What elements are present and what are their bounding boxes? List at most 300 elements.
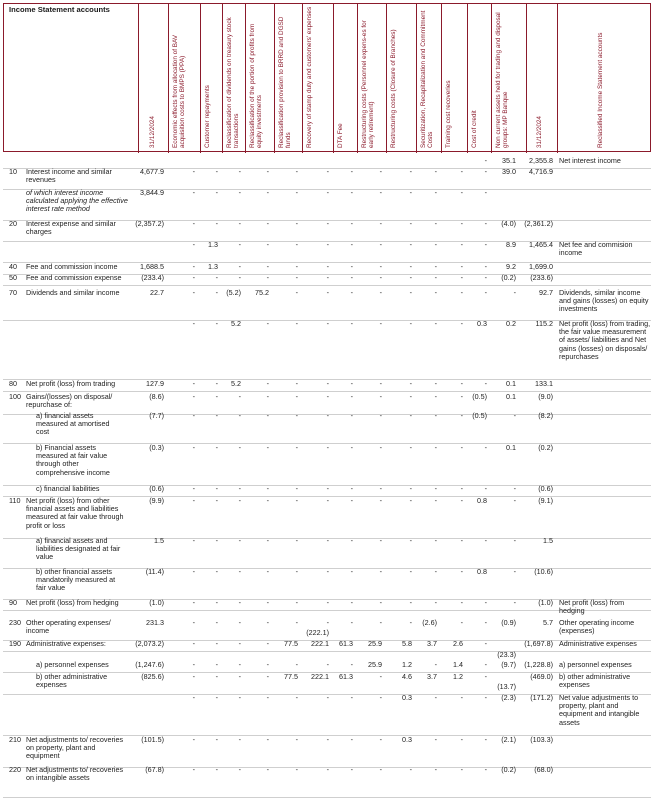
cell-value: - — [409, 411, 412, 420]
cell-value: - — [379, 567, 382, 576]
cell-value: - — [192, 672, 195, 681]
cell-value: - — [434, 411, 437, 420]
cell-value: - — [215, 693, 218, 702]
cell-value: - — [192, 167, 195, 176]
cell-value: - — [409, 262, 412, 271]
cell-value: - — [460, 262, 463, 271]
cell-value: - — [238, 262, 241, 271]
cell-value: - — [484, 598, 487, 607]
cell-value: (68.0) — [534, 765, 553, 774]
cell-value: - — [409, 536, 412, 545]
cell-value: - — [409, 567, 412, 576]
row-separator — [3, 285, 651, 286]
cell-value: - — [379, 672, 382, 681]
header-divider — [168, 4, 169, 153]
cell-value: (7.7) — [149, 411, 164, 420]
cell-value: - — [266, 484, 269, 493]
cell-value: (0.2) — [538, 443, 553, 452]
cell-value: 2.6 — [453, 639, 463, 648]
cell-value: - — [215, 639, 218, 648]
cell-value: - — [484, 618, 487, 627]
cell-value: - — [215, 188, 218, 197]
cell-value: 222.1 — [311, 672, 329, 681]
column-header — [170, 5, 196, 148]
cell-value: - — [215, 411, 218, 420]
cell-value: - — [409, 240, 412, 249]
cell-value: - — [326, 618, 329, 627]
reclassified-account: Other operating income (expenses) — [559, 618, 635, 636]
cell-value: - — [460, 567, 463, 576]
cell-value: - — [215, 672, 218, 681]
cell-value: (67.8) — [145, 765, 164, 774]
cell-value: - — [513, 598, 516, 607]
cell-value: - — [460, 618, 463, 627]
cell-value: - — [379, 392, 382, 401]
cell-value: - — [379, 496, 382, 505]
cell-value: - — [379, 167, 382, 176]
cell-value: 4,677.9 — [140, 167, 164, 176]
column-header — [335, 5, 361, 148]
column-header-label: Reclassified Income Statement accounts — [597, 32, 604, 148]
cell-value: - — [350, 379, 353, 388]
cell-value: 1,465.4 — [529, 240, 553, 249]
cell-value: - — [295, 411, 298, 420]
header-divider — [138, 4, 139, 153]
cell-value: - — [434, 240, 437, 249]
cell-value: - — [484, 219, 487, 228]
cell-value: (0.6) — [149, 484, 164, 493]
cell-value: - — [238, 660, 241, 669]
cell-value: 127.9 — [146, 379, 164, 388]
cell-value: - — [238, 484, 241, 493]
cell-value: - — [326, 240, 329, 249]
cell-value: 5.2 — [231, 319, 241, 328]
cell-value: (825.6) — [141, 672, 164, 681]
cell-value: - — [460, 598, 463, 607]
column-header — [595, 5, 635, 148]
cell-value: - — [379, 411, 382, 420]
row-code: 100 — [9, 392, 21, 401]
table-title: Income Statement accounts — [9, 5, 110, 14]
cell-value: - — [295, 379, 298, 388]
cell-value: - — [192, 319, 195, 328]
cell-value: - — [326, 188, 329, 197]
cell-value: (171.2) — [530, 693, 553, 702]
cell-value: - — [513, 567, 516, 576]
row-label: Gains/(losses) on disposal/ repurchase of: — [26, 392, 113, 410]
column-header — [388, 5, 414, 148]
cell-value: - — [192, 693, 195, 702]
cell-value: - — [379, 379, 382, 388]
cell-value: - — [238, 598, 241, 607]
cell-value: - — [460, 411, 463, 420]
cell-value: - — [460, 443, 463, 452]
cell-value: - — [379, 273, 382, 282]
cell-value: (233.4) — [141, 273, 164, 282]
column-header-label: Customer repayments — [204, 85, 211, 148]
cell-value: - — [192, 735, 195, 744]
cell-value: - — [484, 188, 487, 197]
cell-value: - — [326, 219, 329, 228]
cell-value: - — [238, 672, 241, 681]
column-header — [493, 5, 519, 148]
row-code: 220 — [9, 765, 21, 774]
cell-value: - — [460, 288, 463, 297]
cell-value: - — [460, 536, 463, 545]
cell-value: - — [326, 167, 329, 176]
cell-value: - — [434, 262, 437, 271]
cell-value: - — [379, 240, 382, 249]
cell-value: - — [409, 167, 412, 176]
cell-value: - — [460, 484, 463, 493]
cell-value: (1,228.8) — [524, 660, 553, 669]
cell-value: - — [266, 618, 269, 627]
cell-value: 9.2 — [506, 262, 516, 271]
header-divider — [526, 4, 527, 153]
cell-value: (9.7) — [501, 660, 516, 669]
cell-value: - — [513, 536, 516, 545]
row-label: a) financial assets and liabilities designated at fair value — [36, 536, 121, 562]
cell-value: - — [409, 765, 412, 774]
cell-value: (1.0) — [538, 598, 553, 607]
cell-value: - — [266, 536, 269, 545]
reclassified-account: a) personnel expenses — [559, 660, 632, 669]
column-header-label: Reclassification of the portion of profits from equity investments — [249, 23, 264, 148]
row-code: 110 — [9, 496, 21, 505]
cell-value: - — [460, 693, 463, 702]
cell-value: - — [192, 219, 195, 228]
cell-value: - — [484, 273, 487, 282]
row-label: a) personnel expenses — [36, 660, 109, 669]
cell-value: - — [409, 618, 412, 627]
cell-value: - — [238, 240, 241, 249]
cell-value: - — [326, 262, 329, 271]
cell-value: - — [484, 443, 487, 452]
cell-value: (8.2) — [538, 411, 553, 420]
cell-value: - — [326, 496, 329, 505]
cell-value: - — [192, 273, 195, 282]
cell-value: (23.3) — [497, 650, 516, 659]
cell-value: - — [434, 219, 437, 228]
cell-value: - — [266, 693, 269, 702]
cell-value: - — [192, 598, 195, 607]
cell-value: - — [484, 672, 487, 681]
cell-value: - — [484, 660, 487, 669]
cell-value: 92.7 — [539, 288, 553, 297]
row-code: 10 — [9, 167, 17, 176]
row-label: a) financial assets measured at amortised cost — [36, 411, 110, 437]
cell-value: (0.6) — [538, 484, 553, 493]
cell-value: - — [295, 765, 298, 774]
cell-value: - — [513, 484, 516, 493]
cell-value: - — [192, 262, 195, 271]
cell-value: - — [460, 319, 463, 328]
cell-value: - — [192, 536, 195, 545]
cell-value: - — [295, 188, 298, 197]
cell-value: - — [513, 288, 516, 297]
cell-value: (2,073.2) — [135, 639, 164, 648]
cell-value: - — [350, 167, 353, 176]
cell-value: - — [266, 735, 269, 744]
cell-value: - — [350, 319, 353, 328]
cell-value: - — [326, 379, 329, 388]
cell-value: 0.1 — [506, 392, 516, 401]
cell-value: - — [379, 536, 382, 545]
column-header — [304, 5, 330, 148]
cell-value: - — [379, 735, 382, 744]
cell-value: 1.4 — [453, 660, 463, 669]
cell-value: (0.2) — [501, 273, 516, 282]
cell-value: - — [434, 567, 437, 576]
cell-value: - — [266, 188, 269, 197]
cell-value: (2,357.2) — [135, 219, 164, 228]
cell-value: - — [238, 693, 241, 702]
cell-value: - — [266, 672, 269, 681]
row-code: 90 — [9, 598, 17, 607]
column-header-label: Recovery of stamp duty and customers' expenses — [306, 6, 313, 148]
cell-value: 3,844.9 — [140, 188, 164, 197]
row-code: 50 — [9, 273, 17, 282]
cell-value: (1,697.8) — [524, 639, 553, 648]
cell-value: (0.5) — [472, 411, 487, 420]
cell-value: 1,688.5 — [140, 262, 164, 271]
cell-value: - — [192, 496, 195, 505]
cell-value: - — [238, 536, 241, 545]
cell-value: - — [409, 496, 412, 505]
cell-value: - — [460, 392, 463, 401]
column-header — [469, 5, 495, 148]
cell-value: - — [238, 188, 241, 197]
cell-value: - — [460, 167, 463, 176]
cell-value: - — [238, 443, 241, 452]
cell-value: - — [192, 188, 195, 197]
cell-value: 5.2 — [231, 379, 241, 388]
cell-value: - — [350, 288, 353, 297]
cell-value: - — [266, 167, 269, 176]
cell-value: 1.5 — [543, 536, 553, 545]
cell-value: - — [350, 484, 353, 493]
income-statement-sheet — [3, 3, 651, 795]
cell-value: (233.6) — [530, 273, 553, 282]
cell-value: - — [192, 765, 195, 774]
cell-value: - — [266, 392, 269, 401]
cell-value: - — [460, 273, 463, 282]
cell-value: - — [434, 288, 437, 297]
cell-value: - — [215, 319, 218, 328]
cell-value: 0.3 — [402, 735, 412, 744]
cell-value: - — [484, 288, 487, 297]
cell-value: 3.7 — [427, 672, 437, 681]
cell-value: - — [295, 219, 298, 228]
cell-value: - — [215, 484, 218, 493]
cell-value: - — [409, 484, 412, 493]
cell-value: (2.3) — [501, 693, 516, 702]
cell-value: - — [484, 379, 487, 388]
cell-value: 75.2 — [255, 288, 269, 297]
cell-value: - — [192, 567, 195, 576]
column-header — [528, 5, 554, 148]
cell-value: - — [409, 379, 412, 388]
cell-value: (103.3) — [530, 735, 553, 744]
cell-value: - — [326, 567, 329, 576]
cell-value: - — [326, 273, 329, 282]
cell-value: - — [460, 219, 463, 228]
cell-value: - — [266, 765, 269, 774]
row-separator — [3, 610, 651, 611]
cell-value: - — [326, 484, 329, 493]
cell-value: - — [295, 319, 298, 328]
reclassified-account: b) other administrative expenses — [559, 672, 631, 690]
column-header — [418, 5, 444, 148]
cell-value: (9.9) — [149, 496, 164, 505]
row-label: b) other financial assets mandatorily measured at fair value — [36, 567, 116, 593]
cell-value: - — [379, 598, 382, 607]
cell-value: - — [409, 443, 412, 452]
cell-value: 1.5 — [154, 536, 164, 545]
reclassified-account: Net value adjustments to property, plant and equipment and intangible assets — [559, 693, 640, 727]
cell-value: - — [484, 240, 487, 249]
cell-value: - — [215, 392, 218, 401]
cell-value: - — [215, 273, 218, 282]
cell-value: 5.8 — [402, 639, 412, 648]
row-label: b) Financial assets measured at fair value through other comprehensive income — [36, 443, 110, 477]
cell-value: - — [350, 598, 353, 607]
cell-value: - — [460, 379, 463, 388]
cell-value: - — [434, 598, 437, 607]
cell-value: (2.1) — [501, 735, 516, 744]
column-header — [359, 5, 385, 148]
cell-value: - — [379, 288, 382, 297]
cell-value: 133.1 — [535, 379, 553, 388]
cell-value: 1.3 — [208, 240, 218, 249]
cell-value: - — [326, 411, 329, 420]
column-header-label: 31/12/2024 — [149, 116, 156, 148]
cell-value: 39.0 — [502, 167, 516, 176]
row-label: c) financial liabilities — [36, 484, 100, 493]
cell-value: - — [350, 735, 353, 744]
row-label: Net profit (loss) from other financial assets and liabilities measured at fair value through profit or loss — [26, 496, 124, 530]
cell-value: - — [192, 639, 195, 648]
column-header-label: Cost of credit — [471, 110, 478, 148]
cell-value: - — [266, 496, 269, 505]
cell-value: (101.5) — [141, 735, 164, 744]
cell-value: - — [379, 443, 382, 452]
cell-value: - — [295, 443, 298, 452]
header-divider — [386, 4, 387, 153]
cell-value: - — [434, 443, 437, 452]
cell-value: 2,355.8 — [529, 156, 553, 165]
cell-value: - — [460, 188, 463, 197]
cell-value: - — [350, 443, 353, 452]
header-divider — [302, 4, 303, 153]
cell-value: - — [215, 567, 218, 576]
column-header-label: DTA Fee — [337, 123, 344, 148]
cell-value: 22.7 — [150, 288, 164, 297]
row-label: Fee and commission income — [26, 262, 118, 271]
row-label: Net profit (loss) from hedging — [26, 598, 119, 607]
cell-value: (222.1) — [306, 628, 329, 637]
cell-value: - — [409, 598, 412, 607]
cell-value: - — [350, 273, 353, 282]
header-divider — [274, 4, 275, 153]
cell-value: 5.7 — [543, 618, 553, 627]
cell-value: - — [215, 288, 218, 297]
cell-value: - — [379, 484, 382, 493]
cell-value: 0.3 — [477, 319, 487, 328]
cell-value: - — [350, 618, 353, 627]
cell-value: 8.9 — [506, 240, 516, 249]
cell-value: 231.3 — [146, 618, 164, 627]
cell-value: (469.0) — [530, 672, 553, 681]
cell-value: - — [460, 735, 463, 744]
cell-value: - — [434, 188, 437, 197]
cell-value: - — [434, 319, 437, 328]
column-header-label: Reclassification provision to BRRD and DGSD funds — [278, 16, 293, 148]
cell-value: - — [215, 765, 218, 774]
cell-value: - — [266, 273, 269, 282]
cell-value: - — [484, 639, 487, 648]
cell-value: 115.2 — [535, 319, 553, 328]
cell-value: - — [266, 262, 269, 271]
cell-value: - — [266, 660, 269, 669]
row-label: Fee and commission expense — [26, 273, 122, 282]
cell-value: 1.2 — [453, 672, 463, 681]
cell-value: - — [192, 288, 195, 297]
cell-value: - — [238, 392, 241, 401]
row-label: Interest expense and similar charges — [26, 219, 116, 237]
column-header — [276, 5, 302, 148]
cell-value: 4.6 — [402, 672, 412, 681]
cell-value: 25.9 — [368, 660, 382, 669]
cell-value: - — [350, 660, 353, 669]
cell-value: - — [295, 536, 298, 545]
cell-value: (9.1) — [538, 496, 553, 505]
row-code: 20 — [9, 219, 17, 228]
row-label: Net adjustments to/ recoveries on intangible assets — [26, 765, 124, 783]
cell-value: - — [460, 240, 463, 249]
row-label: Other operating expenses/ income — [26, 618, 111, 636]
cell-value: - — [215, 598, 218, 607]
cell-value: (0.9) — [501, 618, 516, 627]
cell-value: 61.3 — [339, 639, 353, 648]
cell-value: - — [434, 735, 437, 744]
reclassified-account: Administrative expenses — [559, 639, 637, 648]
row-code: 190 — [9, 639, 21, 648]
cell-value: - — [215, 379, 218, 388]
cell-value: - — [484, 735, 487, 744]
reclassified-account: Net profit (loss) from trading, the fair value measurement of assets/ liabilities and Net gains (losses) on disposals/ repurchases — [559, 319, 651, 361]
row-label: Net adjustments to/ recoveries on property, plant and equipment — [26, 735, 124, 761]
cell-value: - — [326, 288, 329, 297]
cell-value: - — [295, 392, 298, 401]
cell-value: (0.2) — [501, 765, 516, 774]
cell-value: (2,361.2) — [524, 219, 553, 228]
cell-value: - — [192, 443, 195, 452]
row-label: Interest income and similar revenues — [26, 167, 112, 185]
cell-value: - — [266, 379, 269, 388]
cell-value: 0.2 — [506, 319, 516, 328]
cell-value: - — [434, 765, 437, 774]
row-code: 70 — [9, 288, 17, 297]
cell-value: - — [238, 273, 241, 282]
cell-value: 35.1 — [502, 156, 516, 165]
cell-value: 4,716.9 — [529, 167, 553, 176]
row-label: Administrative expenses: — [26, 639, 106, 648]
cell-value: - — [409, 319, 412, 328]
cell-value: - — [192, 484, 195, 493]
cell-value: - — [295, 598, 298, 607]
cell-value: - — [295, 496, 298, 505]
